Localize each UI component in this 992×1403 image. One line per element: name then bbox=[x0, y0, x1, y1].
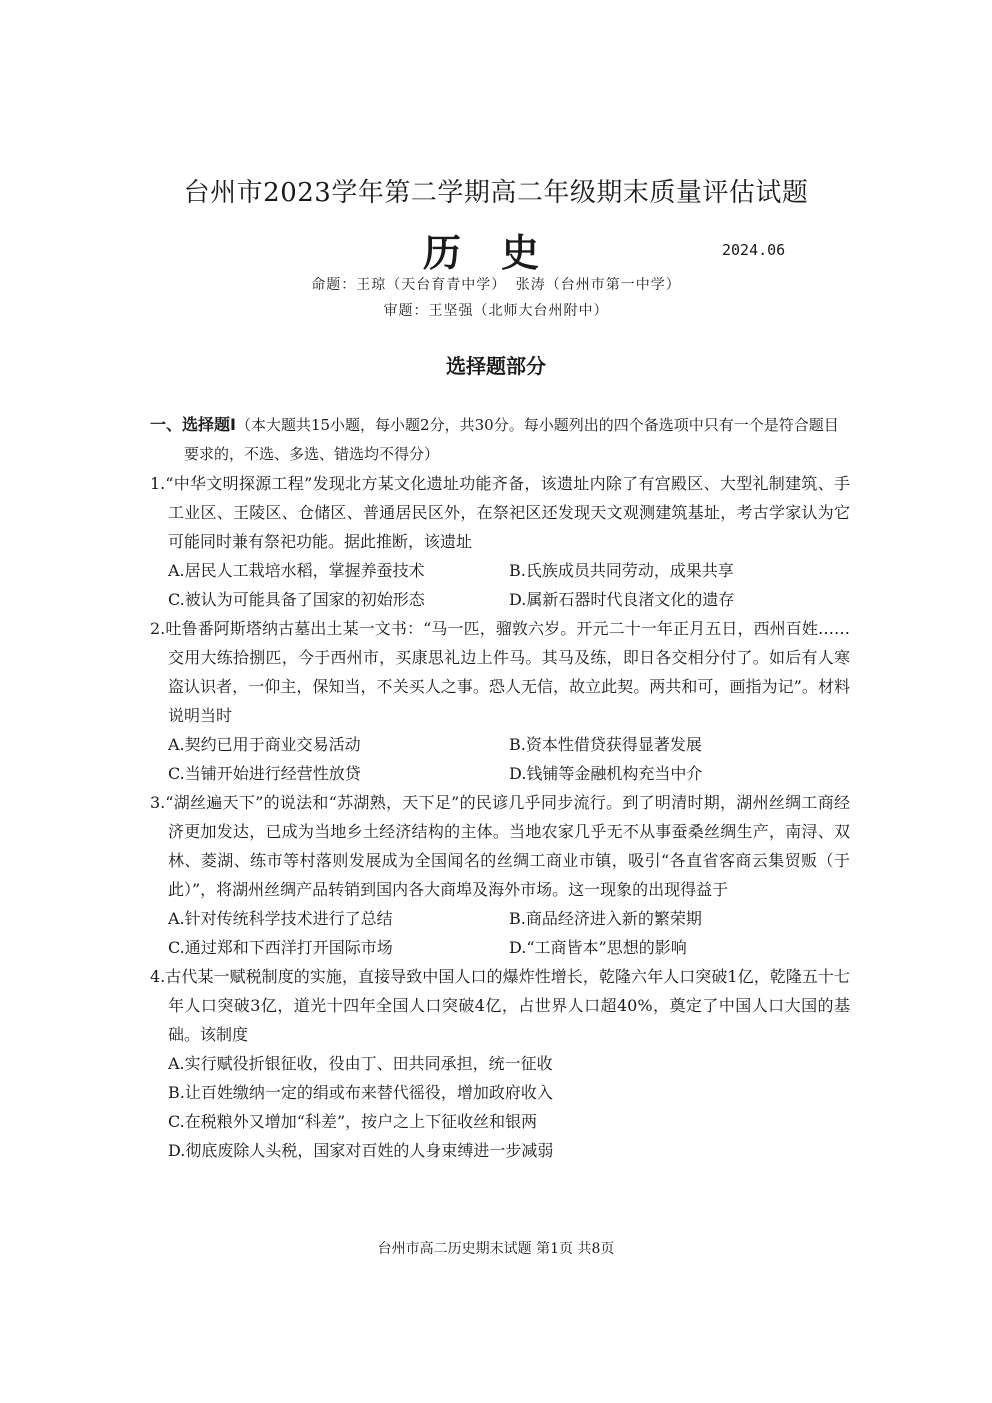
option-a: A.契约已用于商业交易活动 bbox=[168, 735, 361, 754]
question-stem: 2.吐鲁番阿斯塔纳古墓出土某一文书：“马一匹，骝敦六岁。开元二十一年正月五日，西州百姓……交用大练拾捌匹，今于西州市，买康思礼边上件马。其马及练，即日各交相分付了。如后有人寒盗认识者，一仰主，保知当，不关买人之事。恐人无信，故立此契。两共和可，画指为记”。材料说明当时 bbox=[150, 619, 850, 725]
options bbox=[150, 904, 850, 962]
authors-line: 命题：王琼（天台育青中学） 张涛（台州市第一中学） bbox=[311, 277, 681, 293]
option-d: D.钱铺等金融机构充当中介 bbox=[509, 764, 703, 783]
question-2 bbox=[150, 614, 850, 788]
exam-date: 2024.06 bbox=[722, 241, 786, 259]
option-c: C.被认为可能具备了国家的初始形态 bbox=[168, 590, 425, 609]
question-stem: 1.“中华文明探源工程”发现北方某文化遗址功能齐备，该遗址内除了有宫殿区、大型礼制建筑、手工业区、王陵区、仓储区、普通居民区外，在祭祀区还发现天文观测建筑基址，考古学家认为它可能同时兼有祭祀功能。据此推断，该遗址 bbox=[150, 474, 850, 551]
option-b: B.氏族成员共同劳动，成果共享 bbox=[509, 561, 734, 580]
section-heading: 选择题部分 bbox=[446, 354, 546, 378]
question-stem: 3.“湖丝遍天下”的说法和“苏湖熟，天下足”的民谚几乎同步流行。到了明清时期，湖州丝绸工商经济更加发达，已成为当地乡土经济结构的主体。当地农家几乎无不从事蚕桑丝绸生产，南浔、双林、菱湖、练市等村落则发展成为全国闻名的丝绸工商业市镇，吸引“各直省客商云集贸贩（于此）”，将湖州丝绸产品转销到国内各大商埠及海外市场。这一现象的出现得益于 bbox=[150, 793, 850, 899]
option-c: C.当铺开始进行经营性放贷 bbox=[168, 764, 361, 783]
option-a: A.针对传统科学技术进行了总结 bbox=[168, 909, 393, 928]
option-b: B.让百姓缴纳一定的绢或布来替代徭役，增加政府收入 bbox=[168, 1083, 553, 1102]
instruction-label: 一、选择题Ⅰ bbox=[150, 415, 236, 434]
option-d: D.属新石器时代良渚文化的遗存 bbox=[509, 590, 735, 609]
subject-title: 历史 bbox=[422, 230, 579, 275]
question-4 bbox=[150, 962, 850, 1165]
options bbox=[150, 1049, 850, 1165]
section-instruction bbox=[150, 410, 850, 469]
question-3 bbox=[150, 788, 850, 962]
option-d: D.彻底废除人头税，国家对百姓的人身束缚进一步减弱 bbox=[168, 1141, 554, 1160]
questions-area bbox=[150, 410, 850, 1165]
reviewer-line: 审题：王坚强（北师大台州附中） bbox=[383, 303, 609, 319]
option-d: D.“工商皆本”思想的影响 bbox=[509, 938, 687, 957]
options bbox=[150, 730, 850, 788]
exam-title: 台州市2023学年第二学期高二年级期末质量评估试题 bbox=[183, 178, 809, 208]
page-footer: 台州市高二历史期末试题 第1页 共8页 bbox=[377, 1241, 615, 1257]
question-1 bbox=[150, 469, 850, 614]
instruction-text: （本大题共15小题，每小题2分，共30分。每小题列出的四个备选项中只有一个是符合题目要求的，不选、多选、错选均不得分） bbox=[184, 416, 839, 463]
options bbox=[150, 556, 850, 614]
option-c: C.通过郑和下西洋打开国际市场 bbox=[168, 938, 393, 957]
option-a: A.居民人工栽培水稻，掌握养蚕技术 bbox=[168, 561, 425, 580]
option-b: B.资本性借贷获得显著发展 bbox=[509, 735, 702, 754]
option-c: C.在税粮外又增加“科差”，按户之上下征收丝和银两 bbox=[168, 1112, 538, 1131]
option-b: B.商品经济进入新的繁荣期 bbox=[509, 909, 702, 928]
question-stem: 4.古代某一赋税制度的实施，直接导致中国人口的爆炸性增长，乾隆六年人口突破1亿，乾隆五十七年人口突破3亿，道光十四年全国人口突破4亿，占世界人口超40%，奠定了中国人口大国的基础。该制度 bbox=[150, 967, 850, 1044]
option-a: A.实行赋役折银征收，役由丁、田共同承担，统一征收 bbox=[168, 1054, 553, 1073]
